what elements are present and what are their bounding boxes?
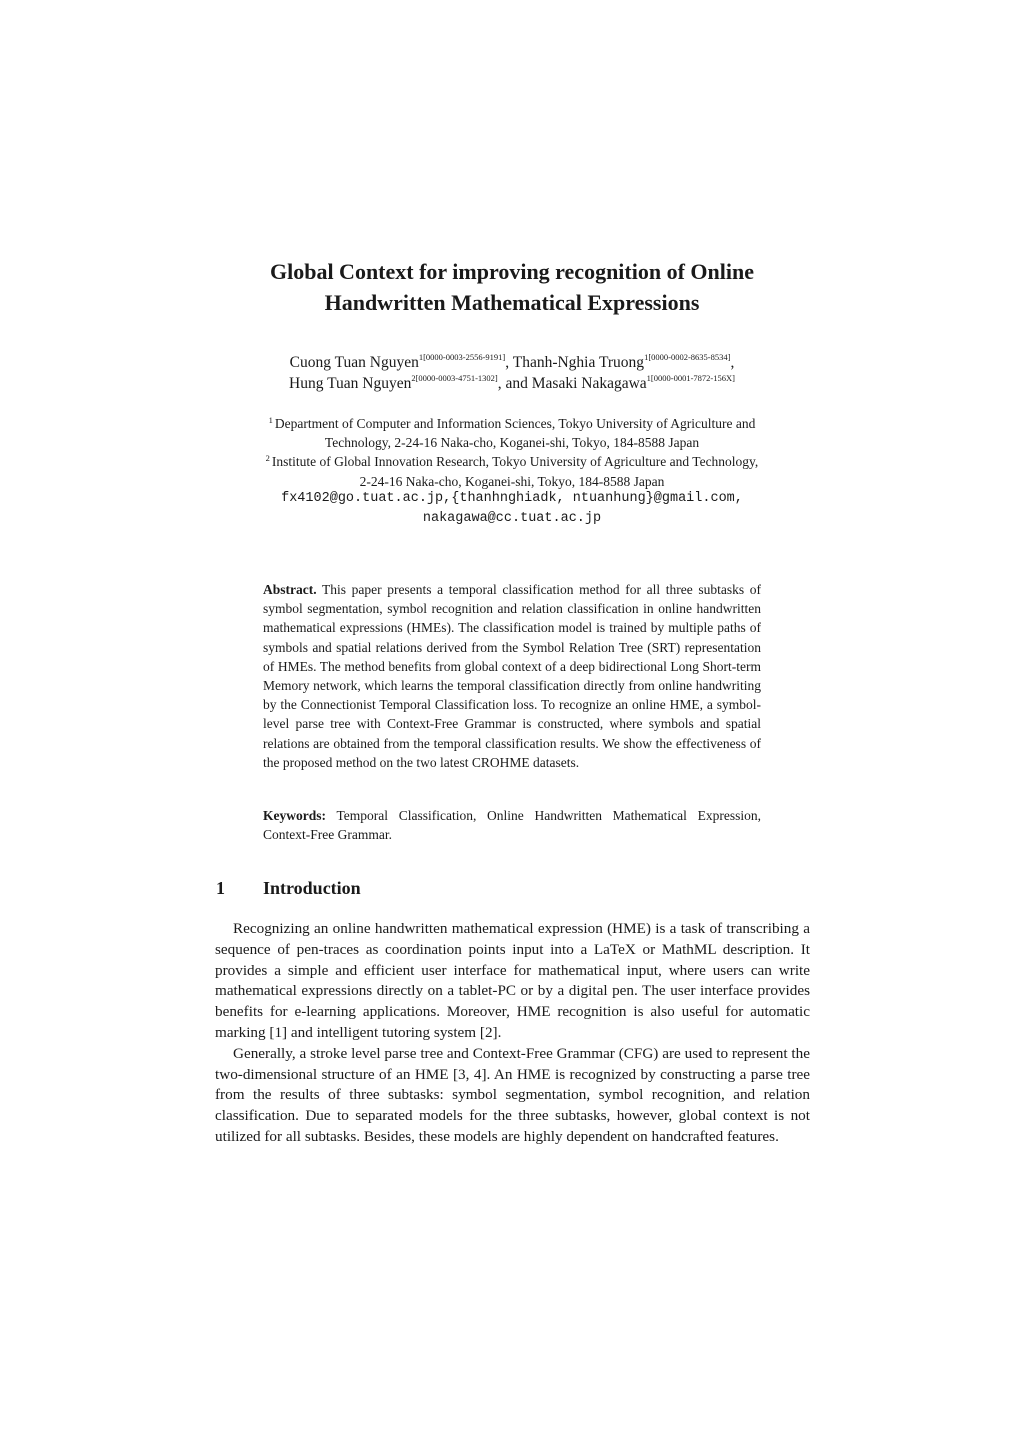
author-separator: , [730, 354, 735, 371]
email-line-2: nakagawa@cc.tuat.ac.jp [422, 510, 602, 526]
affiliation-number: 1 [268, 415, 273, 425]
author-orcid: 1[0000-0002-8635-8534] [644, 352, 731, 362]
author-separator: , and [497, 375, 532, 392]
affiliation-text: 2-24-16 Naka-cho, Koganei-shi, Tokyo, 184-8588 Japan [359, 473, 665, 489]
abstract [263, 580, 761, 772]
affiliation-1 [150, 414, 874, 452]
abstract-text: This paper presents a temporal classification method for all three subtasks of symbol segmentation, symbol recognition and relation classification in online handwritten mathematical expressions (HMEs). The classification model is trained by multiple paths of symbols and spatial relations derived from the Symbol Relation Tree (SRT) representation of HMEs. The method benefits from global context of a deep bidirectional Long Short-term Memory network, which learns the temporal classification directly from online handwriting by the Connectionist Temporal Classification loss. To recognize an online HME, a symbol-level parse tree with Context-Free Grammar is constructed, where symbols and spatial relations are obtained from the temporal classification results. We show the effectiveness of the proposed method on the two latest CROHME datasets. [263, 582, 761, 770]
section-number: 1 [216, 878, 225, 898]
paper-title [150, 256, 874, 318]
email-line-1: fx4102@go.tuat.ac.jp,{thanhnghiadk, ntuanhung}@gmail.com, [281, 491, 743, 506]
affiliation-2 [150, 452, 874, 490]
author-orcid: 1[0000-0003-2556-9191] [418, 352, 506, 362]
author-name: Hung Tuan Nguyen [289, 375, 412, 392]
keywords-label: Keywords: [263, 808, 326, 823]
affiliation-text: Department of Computer and Information Sciences, Tokyo University of Agriculture and [274, 416, 756, 431]
abstract-label: Abstract. [263, 582, 317, 597]
affiliation-text: Technology, 2-24-16 Naka-cho, Koganei-shi, Tokyo, 184-8588 Japan [324, 435, 700, 451]
title-line-1: Global Context for improving recognition of Online [269, 259, 754, 284]
keywords [263, 806, 761, 844]
section-heading [216, 876, 361, 900]
author-line-1 [150, 352, 874, 373]
affiliation-text: Institute of Global Innovation Research, Tokyo University of Agriculture and Technology, [271, 454, 759, 470]
title-line-2: Handwritten Mathematical Expressions [324, 290, 700, 315]
keywords-text: Temporal Classification, Online Handwritten Mathematical Expression, Context-Free Grammar. [263, 808, 761, 843]
author-list [150, 352, 874, 394]
author-orcid: 1[0000-0001-7872-156X] [646, 373, 735, 383]
paragraph: Recognizing an online handwritten mathematical expression (HME) is a task of transcribing a sequence of pen-traces as coordination points input into a LaTeX or MathML description. It provides a simple and efficient user interface for mathematical input, where users can write mathematical expressions directly on a tablet-PC or by a digital pen. The user interface provides benefits for e-learning applications. Moreover, HME recognition is also useful for automatic marking [1] and intelligent tutoring system [2]. [215, 920, 810, 1041]
author-name: Cuong Tuan Nguyen [289, 354, 419, 371]
affiliation-number: 2 [265, 453, 270, 464]
author-line-2 [150, 373, 874, 394]
author-orcid: 2[0000-0003-4751-1302] [411, 373, 498, 383]
section-title: Introduction [263, 878, 361, 898]
introduction-body [215, 919, 810, 1148]
affiliations [150, 414, 874, 491]
author-name: Masaki Nakagawa [531, 375, 647, 392]
paragraph: Generally, a stroke level parse tree and Context-Free Grammar (CFG) are used to represent the two-dimensional structure of an HME [3, 4]. An HME is recognized by constructing a parse tree from the results of three subtasks: symbol segmentation, symbol recognition, and relation classification. Due to separated models for the three subtasks, however, global context is not utilized for all subtasks. Besides, these models are highly dependent on handcrafted features. [215, 1044, 810, 1145]
author-separator: , [505, 354, 513, 371]
author-emails [150, 489, 874, 528]
author-name: Thanh-Nghia Truong [512, 354, 645, 371]
